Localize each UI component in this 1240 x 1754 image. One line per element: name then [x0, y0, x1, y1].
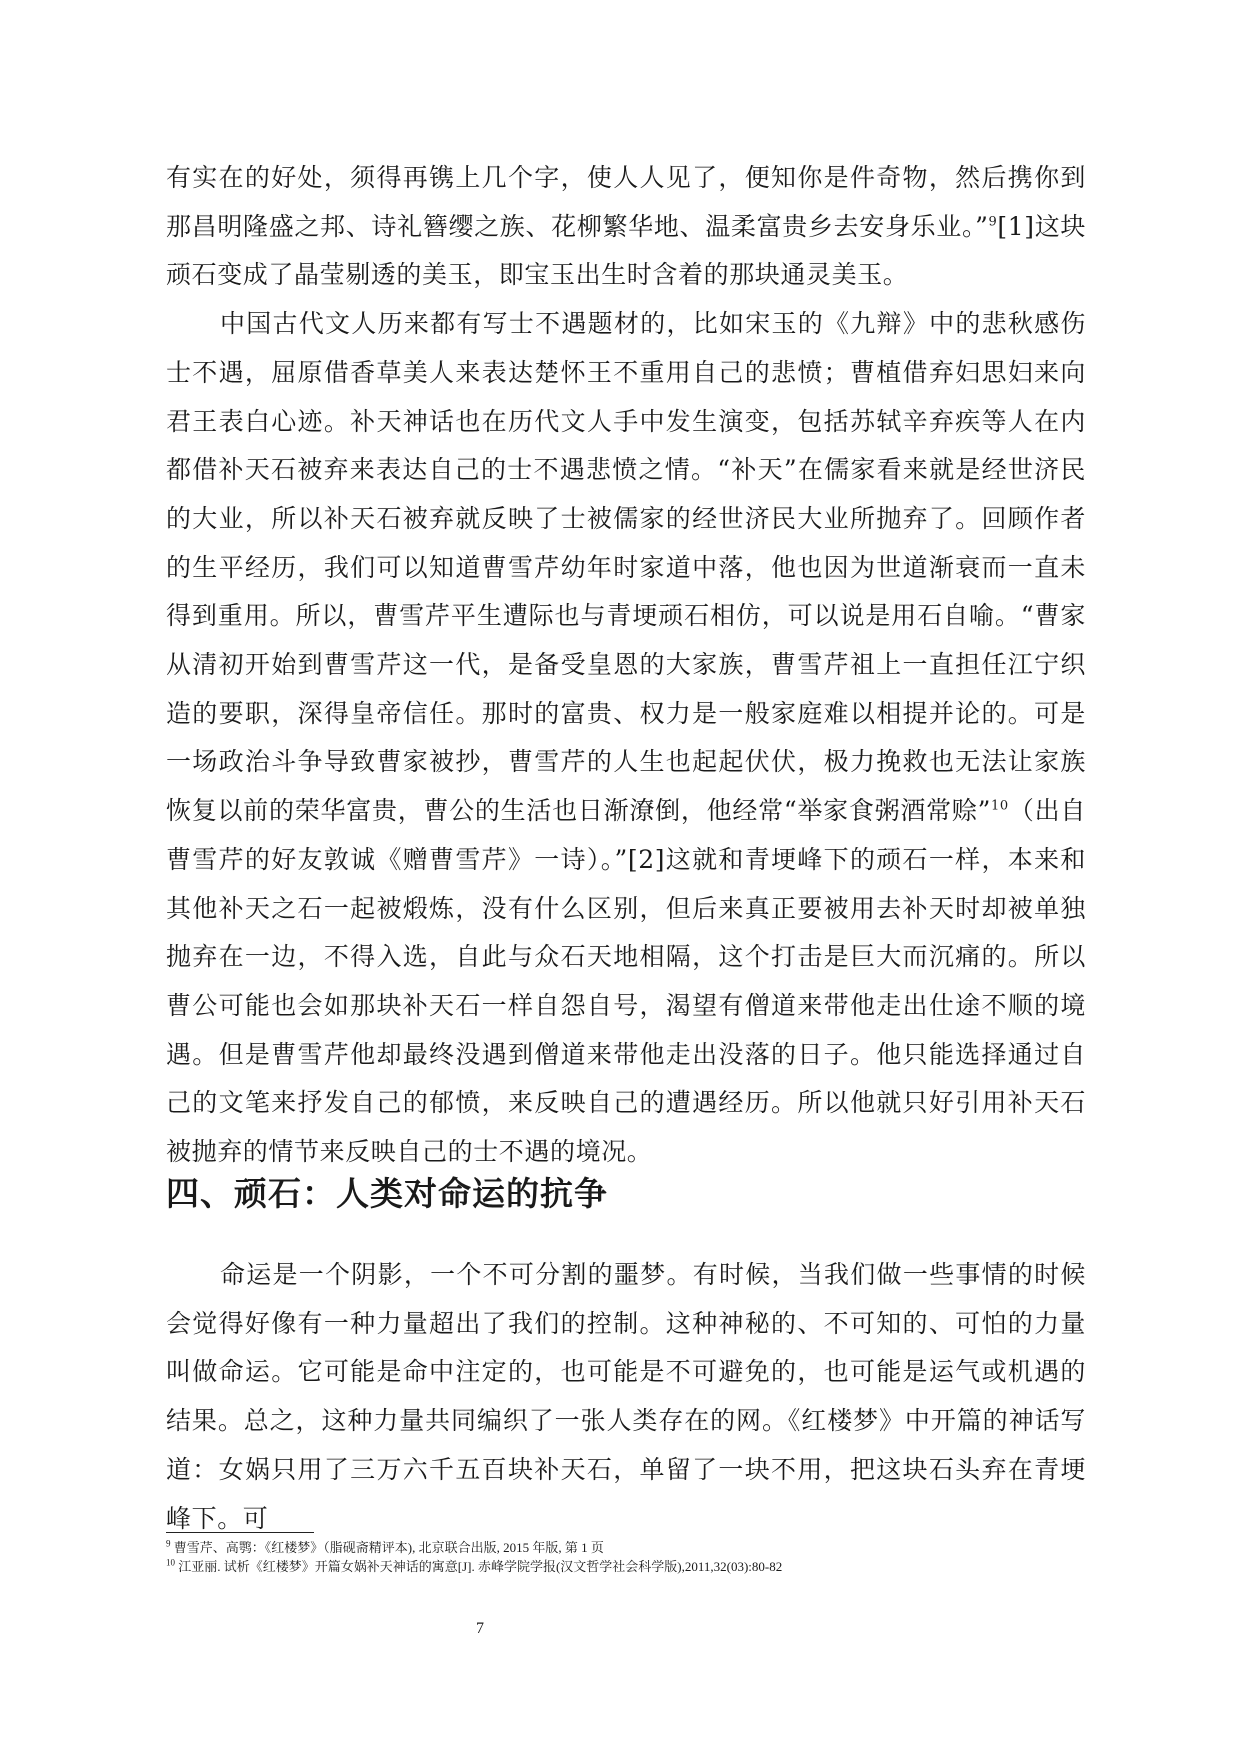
footnote-10	[166, 1557, 1086, 1576]
paragraph-2-text: 中国古代文人历来都有写士不遇题材的，比如宋玉的《九辩》中的悲秋感伤士不遇，屈原借香草美人来表达楚怀王不重用自己的悲愤；曹植借弃妇思妇来向君王表白心迹。补天神话也在历代文人手中发生演变，包括苏轼辛弃疾等人在内都借补天石被弃来表达自己的士不遇悲愤之情。“补天”在儒家看来就是经世济民的大业，所以补天石被弃就反映了士被儒家的经世济民大业所抛弃了。回顾作者的生平经历，我们可以知道曹雪芹幼年时家道中落，他也因为世道渐衰而一直未得到重用。所以，曹雪芹平生遭际也与青埂顽石相仿，可以说是用石自喻。“曹家从清初开始到曹雪芹这一代，是备受皇恩的大家族，曹雪芹祖上一直担任江宁织造的要职，深得皇帝信任。那时的富贵、权力是一般家庭难以相提并论的。可是一场政治斗争导致曹家被抄，曹雪芹的人生也起起伏伏，极力挽救也无法让家族恢复以前的荣华富贵，曹公的生活也日渐潦倒，他经常“举家食粥酒常赊”	[166, 309, 1086, 826]
section-heading: 四、顽石：人类对命运的抗争	[166, 1174, 608, 1213]
page-number: 7	[476, 1620, 484, 1637]
footnotes	[166, 1538, 1086, 1576]
paragraph-1-text-cont: [1]这块顽石变成了晶莹剔透的美玉，即宝玉出生时含着的那块通灵美玉。	[166, 211, 1086, 290]
paragraph-2	[166, 300, 1086, 1177]
footnote-mark: 9	[166, 1538, 171, 1549]
footnote-mark: 10	[166, 1557, 175, 1568]
paragraph-1	[166, 154, 1086, 300]
footnote-9	[166, 1538, 1086, 1557]
footnote-text: 江亚丽. 试析《红楼梦》开篇女娲补天神话的寓意[J]. 赤峰学院学报(汉文哲学社会科学版),2011,32(03):80-82	[178, 1559, 783, 1574]
body-text-top	[166, 154, 1086, 1177]
paragraph-1-text: 有实在的好处，须得再镌上几个字，使人人见了，便知你是件奇物，然后携你到那昌明隆盛之邦、诗礼簪缨之族、花柳繁华地、温柔富贵乡去安身乐业。”	[166, 163, 1086, 241]
footnote-ref-9[interactable]: 9	[988, 214, 998, 230]
body-text-bottom	[166, 1251, 1086, 1543]
paragraph-2-text-cont: （出自曹雪芹的好友敦诚《赠曹雪芹》一诗）。”[2]这就和青埂峰下的顽石一样，本来和其他补天之石一起被煅炼，没有什么区别，但后来真正要被用去补天时却被单独抛弃在一边，不得入选，自此与众石天地相隔，这个打击是巨大而沉痛的。所以曹公可能也会如那块补天石一样自怨自号，渴望有僧道来带他走出仕途不顺的境遇。但是曹雪芹他却最终没遇到僧道来带他走出没落的日子。他只能选择通过自己的文笔来抒发自己的郁愤，来反映自己的遭遇经历。所以他就只好引用补天石被抛弃的情节来反映自己的士不遇的境况。	[166, 796, 1086, 1167]
footnote-divider	[166, 1532, 314, 1533]
footnote-ref-10[interactable]: 10	[991, 798, 1009, 814]
footnote-text: 曹雪芹、高鹗：《红楼梦》（脂砚斋精评本), 北京联合出版, 2015 年版, 第 1 页	[173, 1540, 604, 1555]
paragraph-3: 命运是一个阴影，一个不可分割的噩梦。有时候，当我们做一些事情的时候会觉得好像有一种力量超出了我们的控制。这种神秘的、不可知的、可怕的力量叫做命运。它可能是命中注定的，也可能是不可避免的，也可能是运气或机遇的结果。总之，这种力量共同编织了一张人类存在的网。《红楼梦》中开篇的神话写道：女娲只用了三万六千五百块补天石，单留了一块不用，把这块石头弃在青埂峰下。可	[166, 1260, 1086, 1533]
